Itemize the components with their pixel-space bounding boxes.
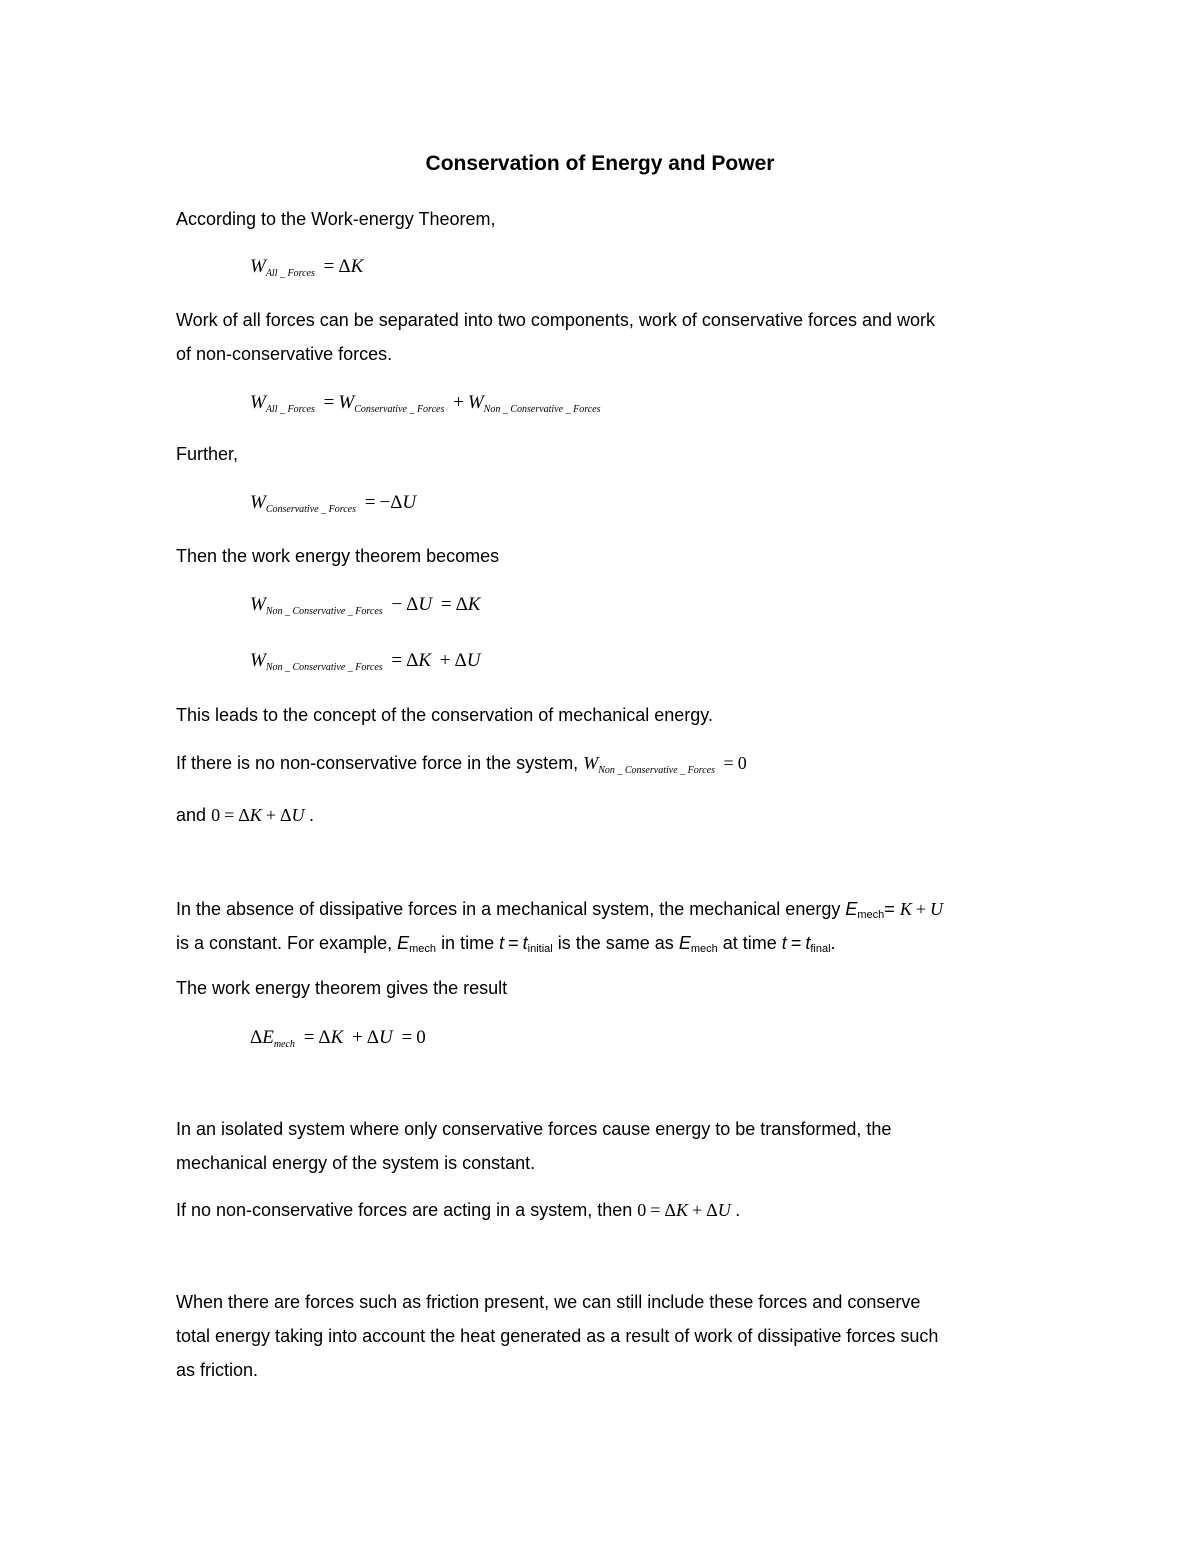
delta-symbol: Δ bbox=[318, 1027, 331, 1048]
equation-work-energy-theorem bbox=[250, 256, 363, 278]
paragraph-no-nonconservative-text: If there is no non-conservative force in the system, bbox=[176, 753, 579, 773]
delta-symbol: Δ bbox=[455, 594, 468, 615]
zero: 0 bbox=[737, 753, 747, 773]
paragraph-same-as-text: is the same as bbox=[557, 933, 674, 953]
delta-symbol: Δ bbox=[454, 650, 467, 671]
equation-theorem-rewritten bbox=[250, 594, 480, 616]
var-w: W bbox=[583, 753, 599, 773]
paragraph-example-text: is a constant. For example, bbox=[176, 933, 393, 953]
var-t: t bbox=[499, 933, 505, 953]
var-w: W bbox=[338, 392, 355, 413]
page-title: Conservation of Energy and Power bbox=[425, 152, 775, 175]
subscript-initial: initial bbox=[527, 943, 553, 955]
op-equals: = bbox=[323, 256, 335, 277]
paragraph-friction-line3: as friction. bbox=[176, 1360, 259, 1380]
op-equals: = bbox=[723, 753, 734, 773]
equation-mechanical-energy-change bbox=[250, 1027, 426, 1049]
op-equals: = bbox=[364, 492, 376, 513]
op-equals: = bbox=[440, 594, 452, 615]
inline-equation-zero-sum bbox=[211, 805, 309, 825]
var-u: U bbox=[418, 594, 433, 615]
equation-work-split bbox=[250, 392, 601, 414]
op-equals: = bbox=[790, 933, 802, 953]
var-u: U bbox=[379, 1027, 393, 1048]
delta-symbol: Δ bbox=[390, 492, 403, 513]
paragraph-friction-line1: When there are forces such as friction present, we can still include these forces and conserve bbox=[176, 1292, 921, 1312]
op-equals: = bbox=[323, 392, 335, 413]
delta-symbol: Δ bbox=[366, 1027, 379, 1048]
subscript-mech: mech bbox=[690, 943, 718, 955]
var-u: U bbox=[291, 805, 305, 825]
op-equals: = bbox=[884, 899, 895, 919]
paragraph-no-forces bbox=[176, 1193, 740, 1227]
delta-symbol: Δ bbox=[279, 805, 292, 825]
delta-symbol: Δ bbox=[406, 594, 419, 615]
paragraph-no-nonconservative bbox=[176, 746, 747, 784]
var-k: K bbox=[675, 1200, 688, 1220]
paragraph-further: Further, bbox=[176, 444, 239, 464]
subscript-mech: mech bbox=[857, 909, 885, 921]
inline-equation-wnc-zero bbox=[583, 753, 747, 776]
var-k: K bbox=[330, 1027, 344, 1048]
subscript-non-conservative-forces: Non _ Conservative _ Forces bbox=[265, 662, 383, 673]
var-w: W bbox=[250, 392, 266, 413]
op-plus: + bbox=[453, 392, 464, 413]
var-t: t bbox=[805, 933, 811, 953]
var-k: K bbox=[467, 594, 481, 615]
delta-symbol: Δ bbox=[338, 256, 351, 277]
paragraph-separation-line1: Work of all forces can be separated into two components, work of conservative forces and work bbox=[176, 310, 936, 330]
var-k: K bbox=[899, 899, 912, 919]
op-equals: = bbox=[401, 1027, 413, 1048]
op-plus: + bbox=[692, 1200, 703, 1220]
subscript-non-conservative-forces: Non _ Conservative _ Forces bbox=[483, 404, 601, 415]
subscript-conservative-forces: Conservative _ Forces bbox=[354, 404, 445, 415]
op-equals: = bbox=[650, 1200, 661, 1220]
op-plus: + bbox=[352, 1027, 363, 1048]
var-e: E bbox=[397, 933, 410, 953]
op-equals: = bbox=[224, 805, 235, 825]
subscript-non-conservative-forces: Non _ Conservative _ Forces bbox=[265, 606, 383, 617]
delta-symbol: Δ bbox=[664, 1200, 676, 1220]
paragraph-result: The work energy theorem gives the result bbox=[176, 978, 508, 998]
op-plus: + bbox=[439, 650, 451, 671]
delta-symbol: Δ bbox=[238, 805, 250, 825]
var-u: U bbox=[717, 1200, 731, 1220]
var-k: K bbox=[418, 650, 432, 671]
delta-symbol: Δ bbox=[250, 1027, 263, 1048]
op-plus: + bbox=[915, 899, 926, 919]
period: . bbox=[309, 805, 315, 825]
paragraph-absence-line2 bbox=[176, 926, 836, 963]
subscript-mech: mech bbox=[273, 1039, 295, 1050]
var-u: U bbox=[466, 650, 481, 671]
var-t: t bbox=[522, 933, 528, 953]
var-w: W bbox=[250, 650, 266, 671]
inline-equation-k-plus-u bbox=[900, 899, 943, 919]
var-w: W bbox=[250, 492, 266, 513]
paragraph-absence-line1 bbox=[176, 892, 943, 929]
delta-symbol: Δ bbox=[706, 1200, 718, 1220]
var-t: t bbox=[781, 933, 787, 953]
paragraph-isolated-line2: mechanical energy of the system is constant. bbox=[176, 1153, 536, 1173]
var-k: K bbox=[350, 256, 364, 277]
paragraph-concept: This leads to the concept of the conservation of mechanical energy. bbox=[176, 705, 713, 725]
paragraph-then: Then the work energy theorem becomes bbox=[176, 546, 500, 566]
var-u: U bbox=[930, 899, 943, 919]
zero: 0 bbox=[416, 1027, 426, 1048]
subscript-non-conservative-forces: Non _ Conservative _ Forces bbox=[598, 765, 716, 776]
var-w: W bbox=[250, 594, 266, 615]
var-k: K bbox=[249, 805, 262, 825]
subscript-all-forces: All _ Forces bbox=[265, 268, 315, 279]
paragraph-intro: According to the Work-energy Theorem, bbox=[176, 209, 496, 229]
op-minus: − bbox=[379, 492, 391, 513]
paragraph-separation-line2: of non-conservative forces. bbox=[176, 344, 393, 364]
delta-symbol: Δ bbox=[406, 650, 419, 671]
paragraph-and bbox=[176, 798, 314, 832]
var-e: E bbox=[845, 899, 858, 919]
paragraph-friction-line2: total energy taking into account the heat generated as a result of work of dissipative forces such bbox=[176, 1326, 939, 1346]
op-equals: = bbox=[303, 1027, 315, 1048]
zero: 0 bbox=[211, 805, 221, 825]
var-w: W bbox=[467, 392, 484, 413]
var-w: W bbox=[250, 256, 266, 277]
paragraph-at-time-text: at time bbox=[722, 933, 777, 953]
subscript-final: final bbox=[810, 943, 831, 955]
op-plus: + bbox=[265, 805, 276, 825]
paragraph-absence-text: In the absence of dissipative forces in a mechanical system, the mechanical energy bbox=[176, 899, 841, 919]
op-equals: = bbox=[508, 933, 519, 953]
paragraph-no-forces-text: If no non-conservative forces are acting in a system, then bbox=[176, 1200, 633, 1220]
inline-equation-zero-sum bbox=[637, 1200, 735, 1220]
paragraph-in-time-text: in time bbox=[441, 933, 495, 953]
subscript-mech: mech bbox=[409, 943, 437, 955]
var-e: E bbox=[262, 1027, 274, 1048]
equation-conservative-work bbox=[250, 492, 416, 514]
var-e: E bbox=[678, 933, 691, 953]
paragraph-isolated-line1: In an isolated system where only conservative forces cause energy to be transformed, the bbox=[176, 1119, 892, 1139]
equation-nonconservative-work bbox=[250, 650, 480, 672]
op-minus: − bbox=[391, 594, 403, 615]
subscript-all-forces: All _ Forces bbox=[265, 404, 315, 415]
period: . bbox=[830, 933, 836, 953]
op-equals: = bbox=[391, 650, 403, 671]
zero: 0 bbox=[637, 1200, 647, 1220]
subscript-conservative-forces: Conservative _ Forces bbox=[265, 504, 356, 515]
paragraph-and-text: and bbox=[176, 805, 207, 825]
var-u: U bbox=[402, 492, 417, 513]
period: . bbox=[735, 1200, 741, 1220]
